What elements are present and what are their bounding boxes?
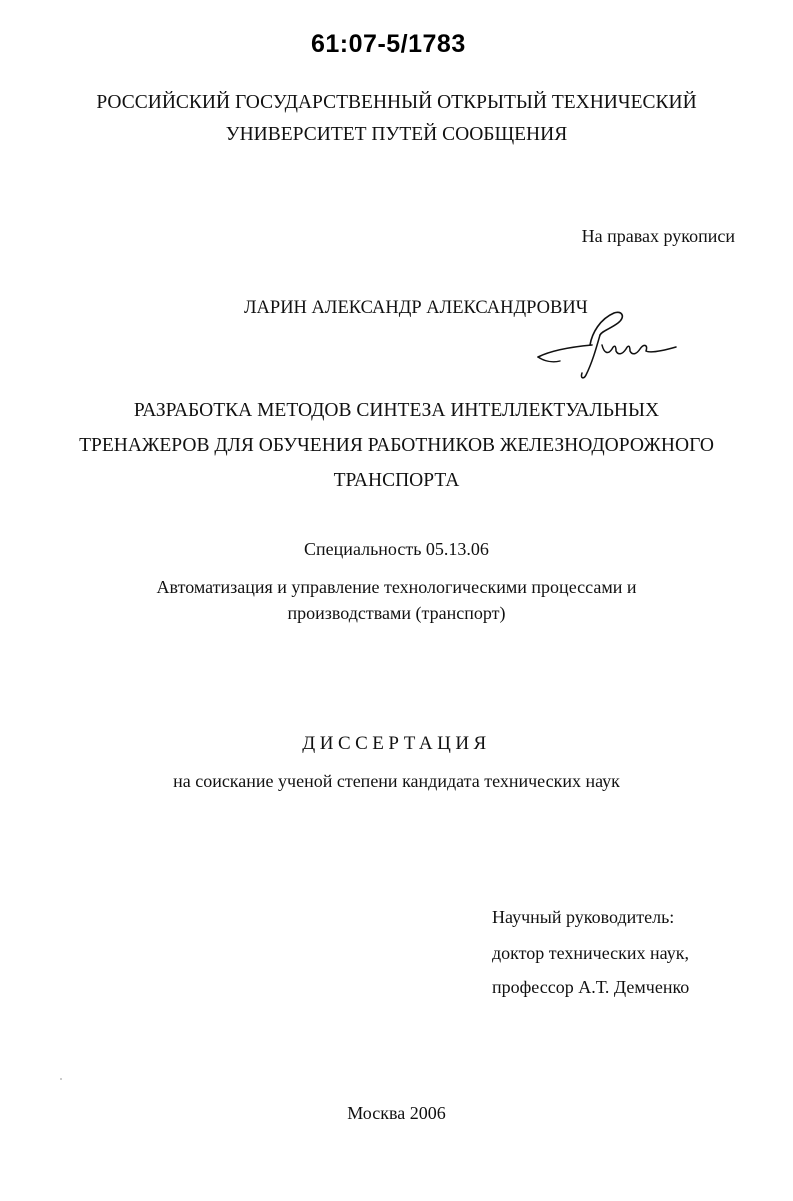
dissertation-title-line-3: ТРАНСПОРТА (333, 470, 460, 491)
author-signature (530, 305, 680, 385)
specialty-name-line-2: производствами (транспорт) (287, 603, 506, 623)
dissertation-title-line-1: РАЗРАБОТКА МЕТОДОВ СИНТЕЗА ИНТЕЛЛЕКТУАЛЬНЫХ (133, 400, 660, 421)
manuscript-rights: На правах рукописи (581, 226, 735, 246)
degree-statement: на соискание ученой степени кандидата технических наук (173, 771, 620, 791)
document-type: ДИССЕРТАЦИЯ (302, 733, 491, 754)
advisor-label: Научный руководитель: (492, 907, 675, 927)
advisor-degree: доктор технических наук, (492, 943, 689, 963)
author-name: ЛАРИН АЛЕКСАНДР АЛЕКСАНДРОВИЧ (244, 298, 588, 318)
advisor-name: профессор А.Т. Демченко (492, 977, 690, 997)
specialty-code: Специальность 05.13.06 (304, 539, 489, 559)
specialty-name-line-1: Автоматизация и управление технологическими процессами и (156, 577, 637, 597)
city-year: Москва 2006 (347, 1103, 446, 1123)
university-line-2: УНИВЕРСИТЕТ ПУТЕЙ СООБЩЕНИЯ (225, 124, 568, 145)
catalog-number: 61:07-5/1783 (311, 30, 466, 58)
dissertation-title-line-2: ТРЕНАЖЕРОВ ДЛЯ ОБУЧЕНИЯ РАБОТНИКОВ ЖЕЛЕЗНОДОРОЖНОГО (79, 435, 714, 456)
university-line-1: РОССИЙСКИЙ ГОСУДАРСТВЕННЫЙ ОТКРЫТЫЙ ТЕХНИЧЕСКИЙ (96, 92, 697, 113)
scan-speck (60, 1078, 62, 1080)
